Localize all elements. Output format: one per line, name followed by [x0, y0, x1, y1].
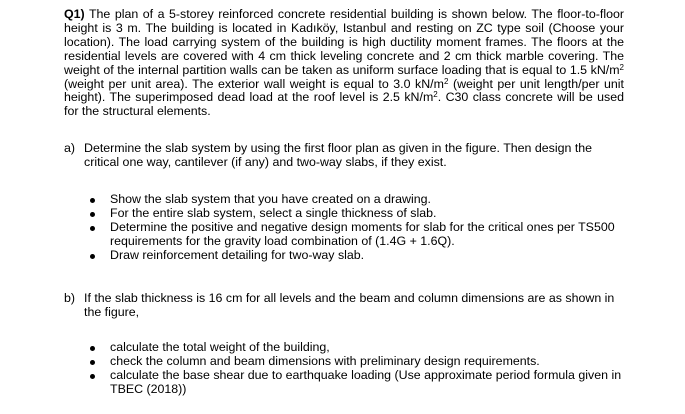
bullet-icon [90, 226, 95, 231]
superscript-unit-3: 2 [433, 90, 438, 100]
part-b [64, 292, 624, 320]
bullet-icon [90, 346, 95, 351]
list-item [90, 249, 630, 263]
bullet-text: calculate the total weight of the building, [110, 340, 330, 354]
part-a-letter: a) [64, 141, 76, 155]
part-b-letter: b) [64, 291, 76, 305]
list-item [90, 369, 630, 397]
bullet-text: For the entire slab system, select a single thickness of slab. [110, 205, 437, 220]
part-a-text: Determine the slab system by using the first floor plan as given in the figure. Then design the critical one way, cantilever (if any) and two-way slabs, if they exist. [84, 141, 593, 169]
list-item [90, 221, 630, 249]
list-item [90, 341, 630, 355]
bullet-text: Show the slab system that you have created on a drawing. [110, 192, 431, 206]
question-text-1: The plan of a 5-storey reinforced concrete residential building is shown below. The floor-to-floor height is 3 m. The building is located in Kadıköy, Istanbul and resting on ZC type soil (Choose your location). The load carrying system of the building is high ductility moment frames. The floors at the residential levels are covered with 4 cm thick leveling concrete and 2 cm thick marble covering. The weight of the internal partition walls can be taken as uniform surface loading that is equal to 1.5 kN/m [64, 7, 624, 77]
bullet-text: Determine the positive and negative design moments for slab for the critical ones per TS500 requirements for the gravity load combination of (1.4G + 1.6Q). [110, 219, 615, 248]
bullet-icon [90, 374, 95, 379]
superscript-unit-2: 2 [443, 76, 449, 86]
question-label: Q1) [64, 7, 85, 21]
list-item [90, 207, 630, 221]
part-a-bullet-list [90, 193, 630, 263]
question-text-3: (weight per unit length/per unit height). The superimposed dead load at the roof level is 2.5 kN/m [64, 76, 624, 105]
part-a [64, 142, 624, 170]
question-text-4: . C30 class concrete will be used for the structural elements. [64, 90, 624, 119]
bullet-icon [90, 198, 95, 203]
bullet-icon [90, 360, 95, 365]
question-text-2: (weight per unit area). The exterior wall weight is equal to 3.0 kN/m [64, 76, 444, 91]
part-b-bullet-list [90, 341, 630, 397]
list-item [90, 193, 630, 207]
superscript-unit-1: 2 [619, 62, 624, 72]
bullet-text: calculate the base shear due to earthquake loading (Use approximate period formula given in TBEC (2018)) [110, 367, 622, 396]
part-b-text: If the slab thickness is 16 cm for all levels and the beam and column dimensions are as shown in the figure, [84, 291, 615, 319]
bullet-icon [90, 212, 95, 217]
question-paragraph [64, 8, 624, 119]
bullet-text: check the column and beam dimensions with preliminary design requirements. [110, 353, 540, 368]
list-item [90, 355, 630, 369]
bullet-icon [90, 254, 95, 259]
bullet-text: Draw reinforcement detailing for two-way slab. [110, 247, 365, 262]
